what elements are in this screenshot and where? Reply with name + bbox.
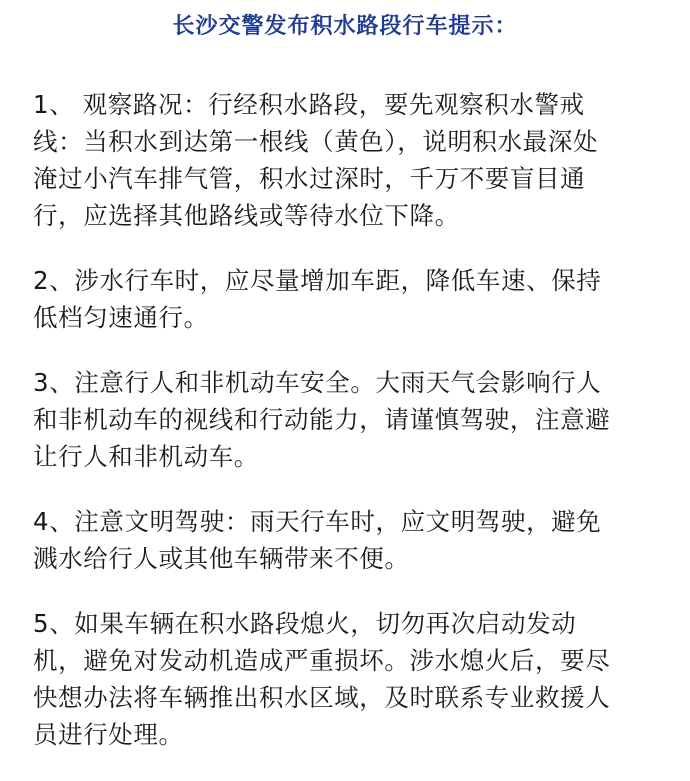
tip-line: 4、注意文明驾驶：雨天行车时，应文明驾驶，避免 [33,507,602,536]
tip-item-2 [33,262,663,336]
page-title: 长沙交警发布积水路段行车提示： [172,14,518,39]
tip-item-5 [33,605,663,753]
tip-line: 线：当积水到达第一根线（黄色），说明积水最深处 [33,127,599,156]
tip-line: 行，应选择其他路线或等待水位下降。 [33,201,460,230]
tip-line: 低档匀速通行。 [33,303,209,332]
tip-line: 让行人和非机动车。 [33,442,259,471]
tip-item-1 [33,86,663,234]
tip-line: 2、涉水行车时，应尽量增加车距，降低车速、保持 [33,266,602,295]
tip-line: 和非机动车的视线和行动能力，请谨慎驾驶，注意避 [33,405,611,434]
tip-line: 5、如果车辆在积水路段熄火，切勿再次启动发动 [33,609,577,638]
tip-line: 机，避免对发动机造成严重损坏。涉水熄火后，要尽 [33,646,611,675]
tips-list [33,86,663,781]
tip-item-4 [33,503,663,577]
tip-item-3 [33,364,663,475]
tip-line: 淹过小汽车排气管，积水过深时，千万不要盲目通 [33,164,586,193]
tip-line: 3、注意行人和非机动车安全。大雨天气会影响行人 [33,368,602,397]
tip-line: 1、 观察路况：行经积水路段，要先观察积水警戒 [33,90,585,119]
tip-line: 快想办法将车辆推出积水区域，及时联系专业救援人 [33,683,611,712]
tip-line: 员进行处理。 [33,720,184,749]
tip-line: 溅水给行人或其他车辆带来不便。 [33,544,410,573]
